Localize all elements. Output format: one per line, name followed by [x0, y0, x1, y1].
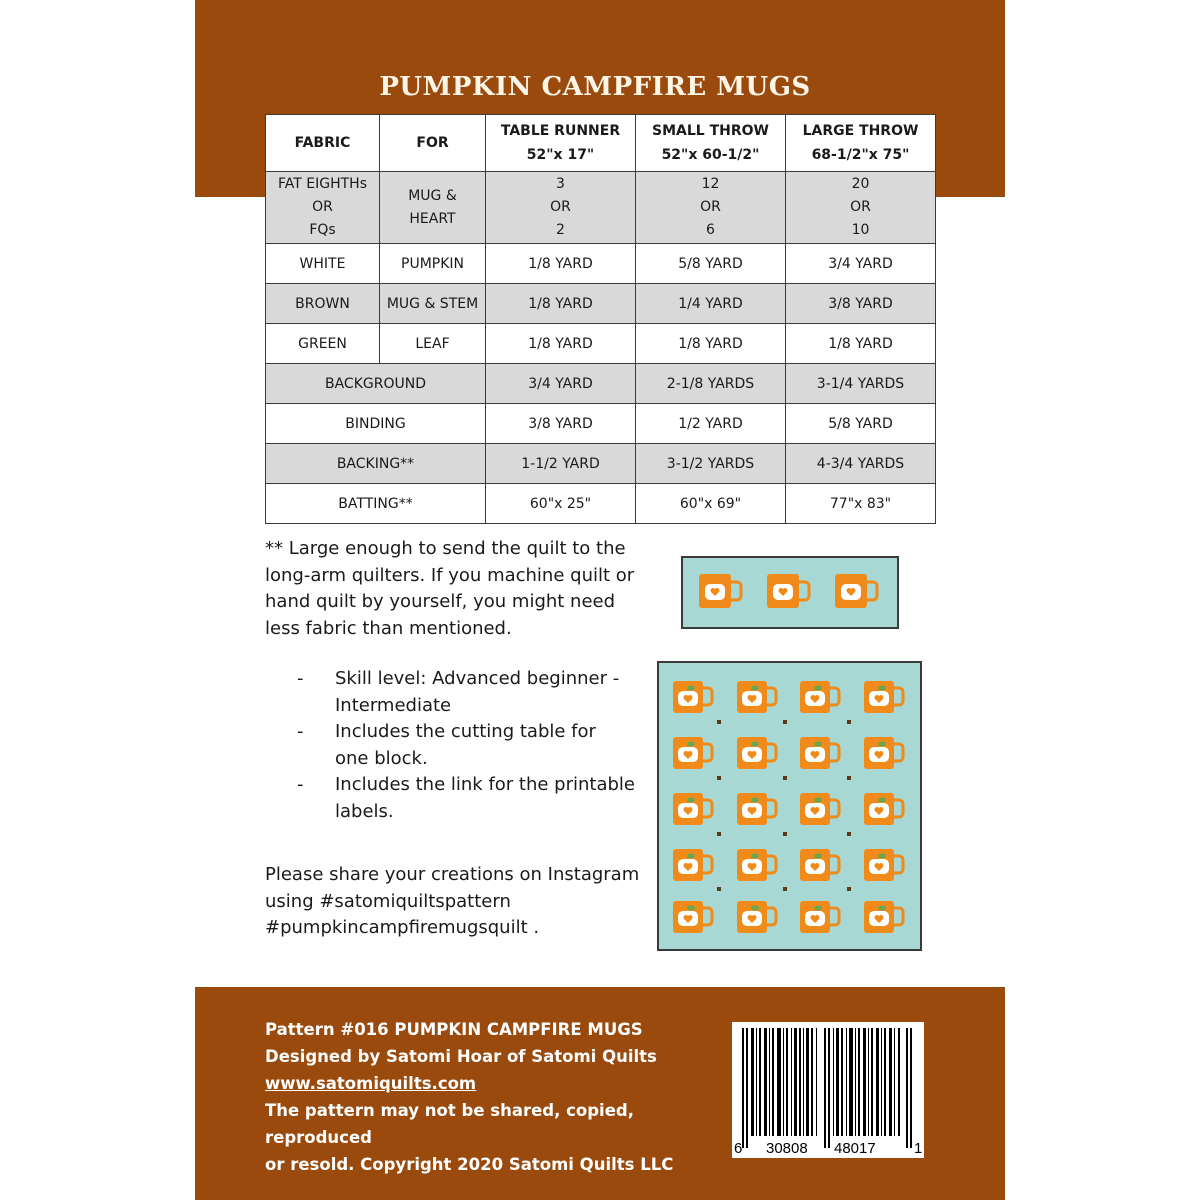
cell-large-throw: 3-1/4 YARDS [786, 364, 936, 404]
cell-small-throw: 5/8 YARD [636, 244, 786, 284]
list-item [295, 719, 635, 772]
cell-small-throw: 3-1/2 YARDS [636, 444, 786, 484]
cell-text: MUG & [408, 187, 457, 204]
copyright-line-1: The pattern may not be shared, copied, reproduced [265, 1101, 634, 1147]
header-large-throw [786, 115, 936, 172]
table-header-row [266, 115, 936, 172]
cell-text: HEART [409, 210, 456, 227]
table-row-binding [266, 404, 936, 444]
cell-small-throw: 1/2 YARD [636, 404, 786, 444]
cell-small-throw: 60"x 69" [636, 484, 786, 524]
cell-for: MUG & STEM [380, 284, 486, 324]
feature-list [295, 666, 635, 825]
table-row-background [266, 364, 936, 404]
cell-table-runner: 1/8 YARD [486, 284, 636, 324]
cell-label: BACKING** [266, 444, 486, 484]
cell-table-runner: 3/8 YARD [486, 404, 636, 444]
list-item-text: Includes the link for the printable labels. [335, 774, 635, 822]
header-small-throw [636, 115, 786, 172]
pattern-number: Pattern #016 PUMPKIN CAMPFIRE MUGS [265, 1020, 643, 1039]
backing-note: ** Large enough to send the quilt to the long-arm quilters. If you machine quilt or hand quilt by yourself, you might need less fabric than mentioned. [265, 538, 635, 639]
cell-text: 20 [851, 176, 870, 192]
designer-credit: Designed by Satomi Hoar of Satomi Quilts [265, 1047, 657, 1066]
cell-text: 12 [701, 176, 720, 192]
copyright-line-2: or resold. Copyright 2020 Satomi Quilts LLC [265, 1155, 674, 1174]
table-row-fat-eighths [266, 172, 936, 244]
table-runner-illustration [681, 556, 899, 629]
list-item-text: Skill level: Advanced beginner - Intermediate [335, 668, 620, 716]
header-small-throw-size: 52"x 60-1/2" [661, 147, 760, 163]
pattern-title: PUMPKIN CAMPFIRE MUGS [379, 72, 811, 102]
barcode-bars [732, 1022, 924, 1158]
cell-text: OR [700, 199, 721, 215]
cell-large-throw: 5/8 YARD [786, 404, 936, 444]
footer-info [265, 1016, 735, 1178]
table-row-brown [266, 284, 936, 324]
throw-quilt-illustration [657, 661, 922, 951]
table-row-batting [266, 484, 936, 524]
cell-label: BINDING [266, 404, 486, 444]
header-for: FOR [380, 115, 486, 172]
cell-text: 2 [556, 222, 565, 238]
barcode [732, 1022, 924, 1158]
cell-large-throw: 3/4 YARD [786, 244, 936, 284]
cell-small-throw: 2-1/8 YARDS [636, 364, 786, 404]
cell-table-runner: 1-1/2 YARD [486, 444, 636, 484]
table-row-backing [266, 444, 936, 484]
cell-table-runner: 60"x 25" [486, 484, 636, 524]
cell-large-throw [786, 172, 936, 244]
cell-for: LEAF [380, 324, 486, 364]
cell-text: 3 [556, 176, 565, 192]
cell-fabric [266, 172, 380, 244]
cell-text: 6 [706, 222, 715, 238]
website-link[interactable]: www.satomiquilts.com [265, 1074, 477, 1093]
table-row-green [266, 324, 936, 364]
barcode-digit-left: 6 [734, 1140, 743, 1157]
bullet-dash: - [297, 774, 304, 795]
cell-for: PUMPKIN [380, 244, 486, 284]
cell-large-throw: 1/8 YARD [786, 324, 936, 364]
cell-text: FQs [309, 222, 336, 238]
instagram-share-text: Please share your creations on Instagram using #satomiquiltspattern #pumpkincampfiremugsquilt . [265, 864, 640, 938]
bullet-dash: - [297, 668, 304, 689]
pattern-back-cover [195, 0, 1005, 1200]
cell-fabric: GREEN [266, 324, 380, 364]
header-table-runner-label: TABLE RUNNER [500, 123, 621, 139]
fabric-requirements-table [265, 114, 936, 524]
cell-small-throw: 1/8 YARD [636, 324, 786, 364]
list-item-text: Includes the cutting table for one block. [335, 721, 596, 769]
cell-text: OR [312, 199, 333, 215]
cell-large-throw: 3/8 YARD [786, 284, 936, 324]
list-item [295, 772, 635, 825]
cell-table-runner: 1/8 YARD [486, 324, 636, 364]
cell-fabric: BROWN [266, 284, 380, 324]
cell-for [380, 172, 486, 244]
barcode-digit-right: 1 [914, 1140, 923, 1157]
cell-large-throw: 4-3/4 YARDS [786, 444, 936, 484]
header-table-runner [486, 115, 636, 172]
cell-fabric: WHITE [266, 244, 380, 284]
cell-text: FAT EIGHTHs [278, 176, 367, 192]
table-row-white [266, 244, 936, 284]
cell-text: 10 [851, 222, 870, 238]
header-fabric: FABRIC [266, 115, 380, 172]
cell-table-runner [486, 172, 636, 244]
barcode-group-1: 30808 [766, 1140, 808, 1157]
cell-text: OR [850, 199, 871, 215]
cell-small-throw [636, 172, 786, 244]
list-item [295, 666, 635, 719]
cell-table-runner: 1/8 YARD [486, 244, 636, 284]
cell-label: BATTING** [266, 484, 486, 524]
header-table-runner-size: 52"x 17" [526, 147, 595, 163]
header-large-throw-size: 68-1/2"x 75" [811, 147, 910, 163]
header-small-throw-label: SMALL THROW [652, 123, 769, 139]
bullet-dash: - [297, 721, 304, 742]
barcode-group-2: 48017 [834, 1140, 876, 1157]
cell-large-throw: 77"x 83" [786, 484, 936, 524]
cell-label: BACKGROUND [266, 364, 486, 404]
cell-small-throw: 1/4 YARD [636, 284, 786, 324]
cell-table-runner: 3/4 YARD [486, 364, 636, 404]
header-large-throw-label: LARGE THROW [802, 123, 919, 139]
cell-text: OR [550, 199, 571, 215]
